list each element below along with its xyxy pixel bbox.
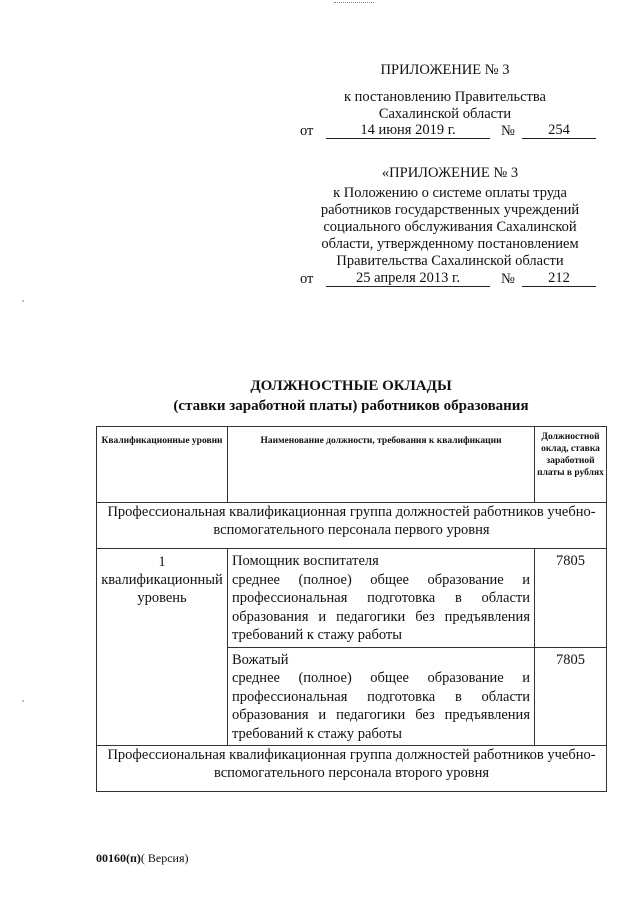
old-appendix-title: «ПРИЛОЖЕНИЕ № 3: [381, 165, 519, 181]
appendix-number: 254: [522, 122, 596, 139]
salary-value: 7805: [535, 549, 607, 648]
document-subheading: (ставки заработной платы) работников образования: [173, 398, 529, 414]
group-title-second-level: Профессиональная квалификационная группа должностей работников учебно-вспомогательного персонала второго уровня: [97, 746, 607, 792]
position-requirements: среднее (полное) общее образование и профессиональная подготовка в области образования и педагогики без предъявления требований к стажу работы: [232, 670, 530, 742]
from-label: от: [300, 271, 314, 287]
group-row: [97, 746, 607, 792]
old-appendix-date-line: [300, 270, 600, 290]
salary-table: [96, 426, 607, 792]
number-label: №: [501, 271, 515, 287]
old-appendix-line2: работников государственных учреждений: [320, 202, 580, 218]
header-qualification-levels: Квалификационные уровни: [97, 427, 228, 503]
scan-dot: [22, 700, 24, 702]
position-cell: [228, 549, 535, 648]
footer: [96, 851, 189, 865]
old-appendix-line4: области, утвержденному постановлением: [321, 236, 579, 252]
salary-value: 7805: [535, 647, 607, 746]
appendix-line1: к постановлению Правительства: [344, 89, 546, 105]
old-appendix-line5: Правительства Сахалинской области: [336, 253, 564, 269]
old-appendix-line1: к Положению о системе оплаты труда: [333, 185, 567, 201]
header-salary: Должностной оклад, ставка заработной платы в рублях: [535, 427, 607, 503]
qualification-level: 1 квалификационный уровень: [97, 549, 228, 746]
old-appendix-date: 25 апреля 2013 г.: [326, 270, 490, 287]
footer-code: 00160(п): [96, 851, 141, 865]
from-label: от: [300, 123, 314, 139]
appendix-title: ПРИЛОЖЕНИЕ № 3: [380, 62, 510, 78]
group-row: [97, 503, 607, 549]
table-header-row: [97, 427, 607, 503]
position-name: Помощник воспитателя: [232, 553, 379, 569]
position-cell: [228, 647, 535, 746]
footer-version: ( Версия): [140, 851, 189, 865]
position-name: Вожатый: [232, 651, 289, 668]
appendix-date: 14 июня 2019 г.: [326, 122, 490, 139]
scan-artifact: [334, 2, 374, 6]
appendix-line2: Сахалинской области: [378, 106, 512, 122]
table-row: [97, 549, 607, 648]
scan-dot: [22, 300, 24, 302]
old-appendix-number: 212: [522, 270, 596, 287]
header-position-requirements: Наименование должности, требования к квалификации: [228, 427, 535, 503]
number-label: №: [501, 123, 515, 139]
old-appendix-line3: социального обслуживания Сахалинской: [323, 219, 577, 235]
group-title-first-level: Профессиональная квалификационная группа должностей работников учебно-вспомогательного персонала первого уровня: [97, 503, 607, 549]
document-heading: ДОЛЖНОСТНЫЕ ОКЛАДЫ: [250, 378, 452, 394]
position-requirements: среднее (полное) общее образование и профессиональная подготовка в области образования и педагогики без предъявления требований к стажу работы: [232, 571, 530, 643]
appendix-date-line: [300, 122, 600, 142]
